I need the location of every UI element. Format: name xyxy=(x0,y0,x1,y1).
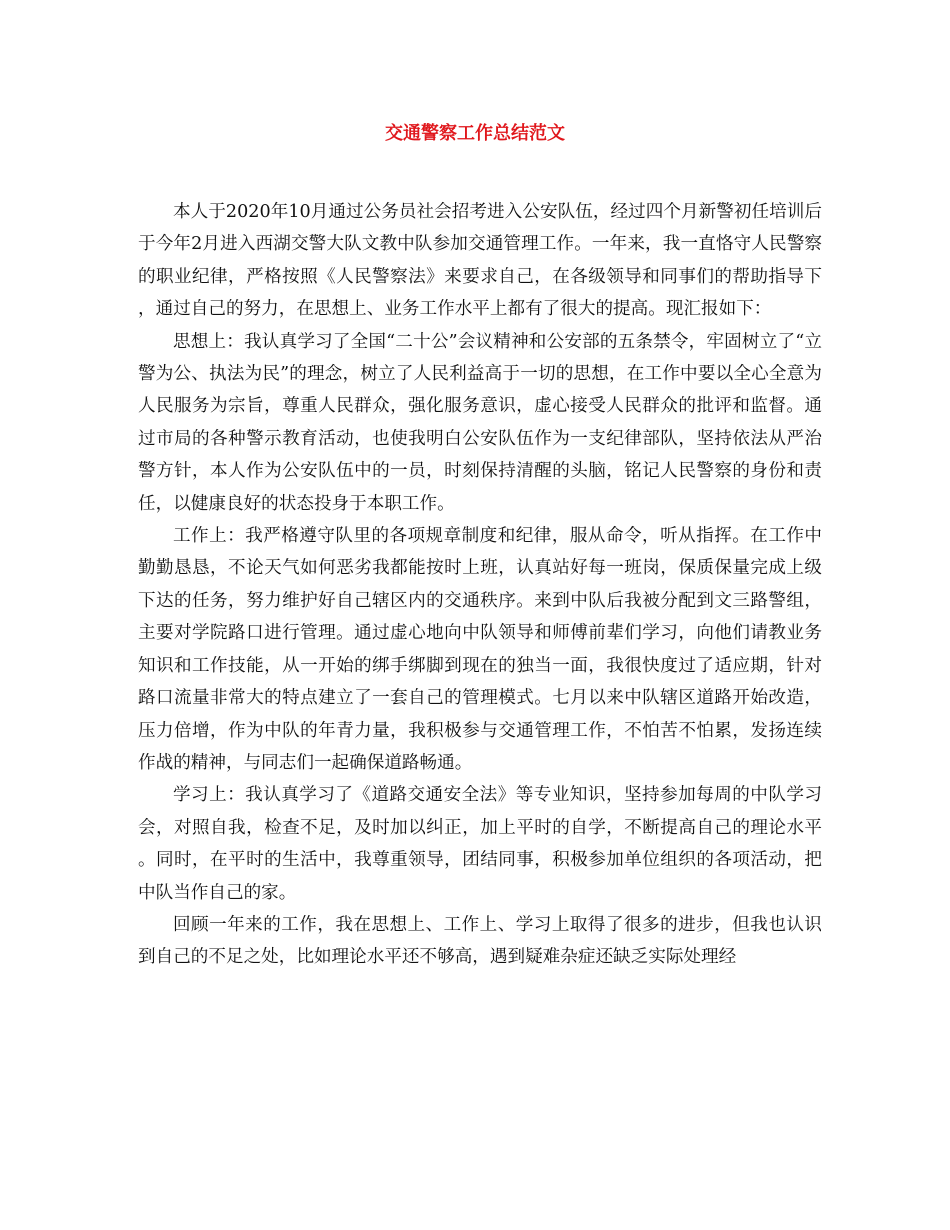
paragraph-work: 工作上：我严格遵守队里的各项规章制度和纪律，服从命令，听从指挥。在工作中勤勤恳恳，不论天气如何恶劣我都能按时上班，认真站好每一班岗，保质保量完成上级下达的任务，努力维护好自己辖区内的交通秩序。来到中队后我被分配到文三路警组，主要对学院路口进行管理。通过虚心地向中队领导和师傅前辈们学习，向他们请教业务知识和工作技能，从一开始的绑手绑脚到现在的独当一面，我很快度过了适应期，针对路口流量非常大的特点建立了一套自己的管理模式。七月以来中队辖区道路开始改造，压力倍增，作为中队的年青力量，我积极参与交通管理工作，不怕苦不怕累，发扬连续作战的精神，与同志们一起确保道路畅通。 xyxy=(138,526,822,773)
paragraph-intro: 本人于2020年10月通过公务员社会招考进入公安队伍，经过四个月新警初任培训后于今年2月进入西湖交警大队文教中队参加交通管理工作。一年来，我一直恪守人民警察的职业纪律，严格按照《人民警察法》来要求自己，在各级领导和同事们的帮助指导下，通过自己的努力，在思想上、业务工作水平上都有了很大的提高。现汇报如下： xyxy=(138,202,822,320)
document-body xyxy=(138,196,822,974)
paragraph-review: 回顾一年来的工作，我在思想上、工作上、学习上取得了很多的进步，但我也认识到自己的不足之处，比如理论水平还不够高，遇到疑难杂症还缺乏实际处理经 xyxy=(138,914,822,968)
paragraph-ideology: 思想上：我认真学习了全国“二十公”会议精神和公安部的五条禁令，牢固树立了“立警为公、执法为民”的理念，树立了人民利益高于一切的思想，在工作中要以全心全意为人民服务为宗旨，尊重人民群众，强化服务意识，虚心接受人民群众的批评和监督。通过市局的各种警示教育活动，也使我明白公安队伍作为一支纪律部队，坚持依法从严治警方针，本人作为公安队伍中的一员，时刻保持清醒的头脑，铭记人民警察的身份和责任，以健康良好的状态投身于本职工作。 xyxy=(138,331,822,514)
document-title: 交通警察工作总结范文 xyxy=(385,123,565,144)
paragraph-study: 学习上：我认真学习了《道路交通安全法》等专业知识，坚持参加每周的中队学习会，对照自我，检查不足，及时加以纠正，加上平时的自学，不断提高自己的理论水平。同时，在平时的生活中，我尊重领导，团结同事，积极参加单位组织的各项活动，把中队当作自己的家。 xyxy=(138,785,822,903)
